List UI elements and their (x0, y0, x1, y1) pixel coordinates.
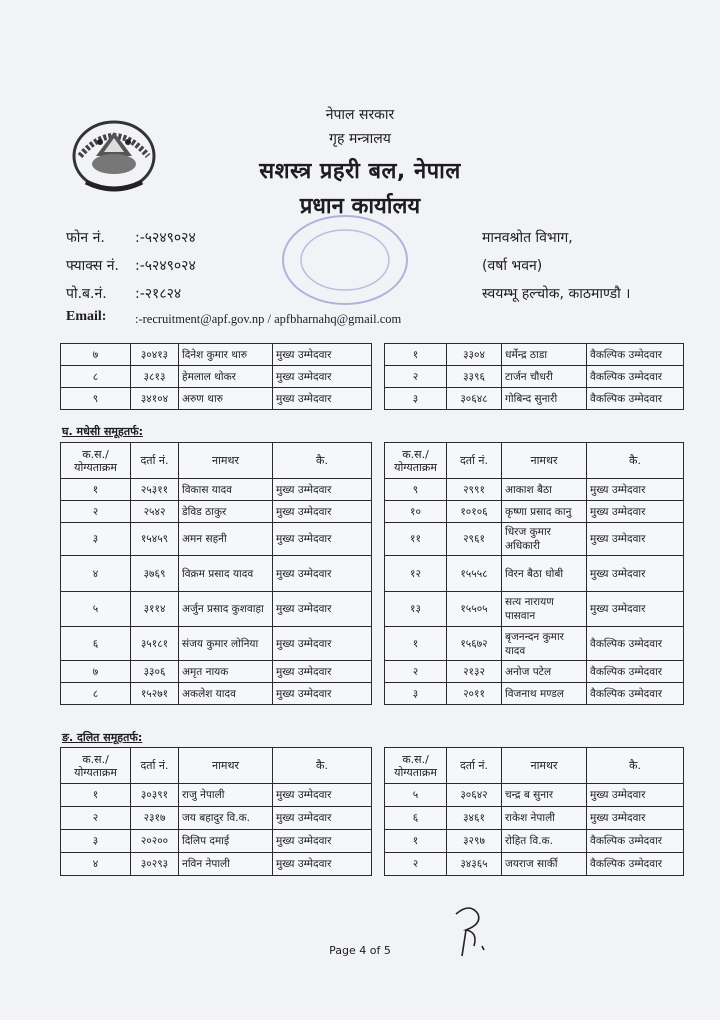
remarks-cell: मुख्य उम्मेदवार (273, 366, 372, 388)
name-cell: धर्मेन्द्र ठाडा (502, 344, 587, 366)
table-row (385, 592, 684, 627)
rank-cell: ३ (385, 683, 447, 705)
rank-cell: ६ (385, 807, 447, 830)
registration-number-cell: १०१०६ (447, 501, 502, 523)
rank-cell: ५ (385, 784, 447, 807)
top-table-right (384, 343, 684, 410)
rank-cell: १२ (385, 556, 447, 592)
registration-number-cell: २१३२ (447, 661, 502, 683)
table-row (385, 388, 684, 410)
name-cell: टार्जन चौधरी (502, 366, 587, 388)
name-cell: कृष्णा प्रसाद कानु (502, 501, 587, 523)
rank-cell: ५ (61, 592, 131, 627)
name-cell: संजय कुमार लोनिया (179, 627, 273, 661)
column-header: दर्ता नं. (131, 443, 179, 479)
phone-value: :-५२४९०२४ (135, 230, 196, 246)
name-cell: धिरज कुमार अधिकारी (502, 523, 587, 556)
registration-number-cell: ३०२९३ (131, 853, 179, 876)
registration-number-cell: ३४६१ (447, 807, 502, 830)
registration-number-cell: ३८१३ (131, 366, 179, 388)
rank-cell: २ (61, 501, 131, 523)
rank-cell: ११ (385, 523, 447, 556)
name-cell: अकलेश यादव (179, 683, 273, 705)
registration-number-cell: २५३११ (131, 479, 179, 501)
table-row (385, 627, 684, 661)
remarks-cell: मुख्य उम्मेदवार (273, 501, 372, 523)
name-cell: विक्रम प्रसाद यादव (179, 556, 273, 592)
rank-cell: २ (385, 661, 447, 683)
remarks-cell: मुख्य उम्मेदवार (273, 344, 372, 366)
remarks-cell: मुख्य उम्मेदवार (587, 501, 684, 523)
table-row (61, 627, 372, 661)
email-value[interactable]: :-recruitment@apf.gov.np / apfbharnahq@gmail.com (135, 312, 402, 326)
remarks-cell: मुख्य उम्मेदवार (587, 592, 684, 627)
rank-cell: ८ (61, 366, 131, 388)
rank-cell: १३ (385, 592, 447, 627)
fax-label: फ्याक्स नं. (66, 258, 119, 274)
name-cell: चन्द्र ब सुनार (502, 784, 587, 807)
column-header: क.स./ योग्यताक्रम (61, 748, 131, 784)
table-row (385, 479, 684, 501)
registration-number-cell: २९६१ (447, 523, 502, 556)
registration-number-cell: ३०६४२ (447, 784, 502, 807)
rank-cell: २ (385, 853, 447, 876)
name-cell: सत्य नारायण पासवान (502, 592, 587, 627)
remarks-cell: वैकल्पिक उम्मेदवार (587, 853, 684, 876)
name-cell: अर्जुन प्रसाद कुशवाहा (179, 592, 273, 627)
name-cell: गोबिन्द सुनारी (502, 388, 587, 410)
rank-cell: १ (61, 479, 131, 501)
registration-number-cell: २०११ (447, 683, 502, 705)
dalit-table-left (60, 747, 372, 876)
column-header: दर्ता नं. (447, 748, 502, 784)
rank-cell: १ (385, 344, 447, 366)
table-row (385, 344, 684, 366)
table-row (61, 479, 372, 501)
name-cell: आकाश बैठा (502, 479, 587, 501)
remarks-cell: मुख्य उम्मेदवार (587, 556, 684, 592)
column-header: क.स./ योग्यताक्रम (61, 443, 131, 479)
remarks-cell: मुख्य उम्मेदवार (587, 479, 684, 501)
rank-cell: १ (385, 830, 447, 853)
rank-cell: ७ (61, 661, 131, 683)
section-title-madhesi: घ. मधेसी समूहतर्फ: (62, 425, 143, 438)
rank-cell: ७ (61, 344, 131, 366)
name-cell: दिनेश कुमार थारु (179, 344, 273, 366)
table-row (385, 784, 684, 807)
registration-number-cell: २५४२ (131, 501, 179, 523)
table-row (61, 592, 372, 627)
table-row (385, 830, 684, 853)
registration-number-cell: ३४३६५ (447, 853, 502, 876)
table-row (385, 366, 684, 388)
remarks-cell: मुख्य उम्मेदवार (273, 853, 372, 876)
remarks-cell: मुख्य उम्मेदवार (273, 784, 372, 807)
name-cell: दिलिप दमाई (179, 830, 273, 853)
rank-cell: ४ (61, 853, 131, 876)
email-label: Email: (66, 309, 107, 324)
table-row (61, 523, 372, 556)
department-address: स्वयम्भू हल्चोक, काठमाण्डौ । (482, 286, 631, 302)
rank-cell: ६ (61, 627, 131, 661)
remarks-cell: मुख्य उम्मेदवार (273, 627, 372, 661)
column-header: क.स./ योग्यताक्रम (385, 443, 447, 479)
table-row (385, 683, 684, 705)
name-cell: जयराज सार्की (502, 853, 587, 876)
registration-number-cell: ३३०४ (447, 344, 502, 366)
name-cell: राजु नेपाली (179, 784, 273, 807)
rank-cell: १० (385, 501, 447, 523)
remarks-cell: मुख्य उम्मेदवार (273, 388, 372, 410)
remarks-cell: मुख्य उम्मेदवार (273, 523, 372, 556)
table-row (385, 556, 684, 592)
column-header: कै. (273, 748, 372, 784)
name-cell: रोहित वि.क. (502, 830, 587, 853)
remarks-cell: मुख्य उम्मेदवार (273, 479, 372, 501)
fax-value: :-५२४९०२४ (135, 258, 196, 274)
registration-number-cell: ३४१०४ (131, 388, 179, 410)
table-row (61, 853, 372, 876)
department-name: मानवश्रोत विभाग, (482, 230, 573, 246)
registration-number-cell: ३७६९ (131, 556, 179, 592)
office-name: प्रधान कार्यालय (299, 194, 421, 219)
top-table-left (60, 343, 372, 410)
registration-number-cell: १५५५८ (447, 556, 502, 592)
madhesi-table-right (384, 442, 684, 705)
registration-number-cell: ३०६४८ (447, 388, 502, 410)
dalit-table-right (384, 747, 684, 876)
registration-number-cell: ३३०६ (131, 661, 179, 683)
rank-cell: २ (61, 807, 131, 830)
rank-cell: ९ (61, 388, 131, 410)
table-row (385, 807, 684, 830)
govt-name: नेपाल सरकार (325, 107, 395, 123)
registration-number-cell: ३११४ (131, 592, 179, 627)
table-row (385, 853, 684, 876)
table-row (61, 683, 372, 705)
ministry-name: गृह मन्त्रालय (329, 131, 391, 147)
name-cell: विजनाथ मण्डल (502, 683, 587, 705)
registration-number-cell: १५४५९ (131, 523, 179, 556)
name-cell: राकेश नेपाली (502, 807, 587, 830)
name-cell: अमन सहनी (179, 523, 273, 556)
remarks-cell: मुख्य उम्मेदवार (273, 661, 372, 683)
remarks-cell: वैकल्पिक उम्मेदवार (587, 661, 684, 683)
column-header: नामथर (502, 748, 587, 784)
rank-cell: १ (385, 627, 447, 661)
table-row (385, 523, 684, 556)
column-header: नामथर (179, 443, 273, 479)
rank-cell: ३ (61, 830, 131, 853)
department-building: (वर्षा भवन) (482, 258, 543, 274)
name-cell: अरुण थारु (179, 388, 273, 410)
organization-name: सशस्त्र प्रहरी बल, नेपाल (259, 159, 461, 184)
name-cell: विकास यादव (179, 479, 273, 501)
name-cell: विरन बैठा धोबी (502, 556, 587, 592)
column-header: क.स./ योग्यताक्रम (385, 748, 447, 784)
name-cell: नविन नेपाली (179, 853, 273, 876)
registration-number-cell: ३५१८१ (131, 627, 179, 661)
phone-label: फोन नं. (66, 230, 105, 246)
table-row (61, 830, 372, 853)
table-row (61, 366, 372, 388)
remarks-cell: मुख्य उम्मेदवार (587, 807, 684, 830)
column-header: कै. (273, 443, 372, 479)
rank-cell: ८ (61, 683, 131, 705)
column-header: नामथर (502, 443, 587, 479)
remarks-cell: वैकल्पिक उम्मेदवार (587, 388, 684, 410)
page-number: Page 4 of 5 (329, 944, 391, 957)
name-cell: बृजनन्दन कुमार यादव (502, 627, 587, 661)
registration-number-cell: १५६७२ (447, 627, 502, 661)
name-cell: हेमलाल थोकर (179, 366, 273, 388)
column-header: नामथर (179, 748, 273, 784)
registration-number-cell: १५५०५ (447, 592, 502, 627)
pobox-label: पो.ब.नं. (66, 286, 107, 302)
remarks-cell: मुख्य उम्मेदवार (273, 830, 372, 853)
section-title-dalit: ङ. दलित समूहतर्फ: (62, 731, 143, 744)
registration-number-cell: २३१७ (131, 807, 179, 830)
pobox-value: :-२१८२४ (135, 286, 182, 302)
remarks-cell: वैकल्पिक उम्मेदवार (587, 683, 684, 705)
registration-number-cell: २०२०० (131, 830, 179, 853)
name-cell: जय बहादुर वि.क. (179, 807, 273, 830)
remarks-cell: मुख्य उम्मेदवार (587, 784, 684, 807)
registration-number-cell: १५२७१ (131, 683, 179, 705)
office-stamp-icon (270, 210, 420, 310)
table-row (61, 344, 372, 366)
remarks-cell: मुख्य उम्मेदवार (273, 592, 372, 627)
table-row (385, 501, 684, 523)
registration-number-cell: ३२९७ (447, 830, 502, 853)
rank-cell: ९ (385, 479, 447, 501)
registration-number-cell: २९९१ (447, 479, 502, 501)
remarks-cell: मुख्य उम्मेदवार (273, 807, 372, 830)
rank-cell: ३ (385, 388, 447, 410)
name-cell: अमृत नायक (179, 661, 273, 683)
remarks-cell: मुख्य उम्मेदवार (273, 556, 372, 592)
column-header: कै. (587, 748, 684, 784)
rank-cell: २ (385, 366, 447, 388)
name-cell: डेविड ठाकुर (179, 501, 273, 523)
madhesi-table-left (60, 442, 372, 705)
remarks-cell: वैकल्पिक उम्मेदवार (587, 366, 684, 388)
table-row (61, 501, 372, 523)
column-header: दर्ता नं. (131, 748, 179, 784)
table-row (61, 784, 372, 807)
registration-number-cell: ३०४१३ (131, 344, 179, 366)
table-row (61, 388, 372, 410)
registration-number-cell: ३३९६ (447, 366, 502, 388)
rank-cell: ४ (61, 556, 131, 592)
rank-cell: ३ (61, 523, 131, 556)
remarks-cell: मुख्य उम्मेदवार (273, 683, 372, 705)
remarks-cell: वैकल्पिक उम्मेदवार (587, 830, 684, 853)
table-row (61, 807, 372, 830)
table-row (385, 661, 684, 683)
remarks-cell: वैकल्पिक उम्मेदवार (587, 344, 684, 366)
table-row (61, 661, 372, 683)
remarks-cell: मुख्य उम्मेदवार (587, 523, 684, 556)
registration-number-cell: ३०३९१ (131, 784, 179, 807)
table-row (61, 556, 372, 592)
column-header: दर्ता नं. (447, 443, 502, 479)
rank-cell: १ (61, 784, 131, 807)
column-header: कै. (587, 443, 684, 479)
name-cell: अनोज पटेल (502, 661, 587, 683)
remarks-cell: वैकल्पिक उम्मेदवार (587, 627, 684, 661)
